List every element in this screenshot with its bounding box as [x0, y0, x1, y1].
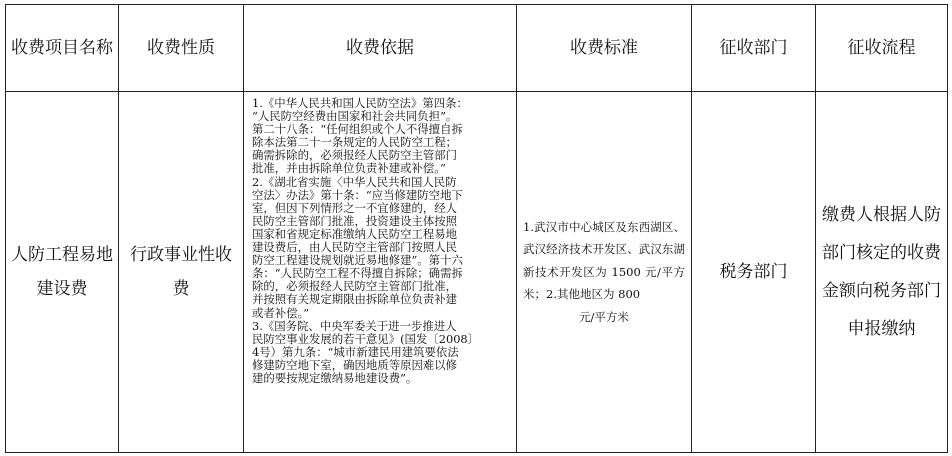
basis-line: 2.《湖北省实施〈中华人民共和国人民防 — [252, 174, 457, 189]
basis-line: 或者补偿。” — [252, 305, 310, 320]
header-item-name: 收费项目名称 — [6, 5, 119, 92]
basis-text — [244, 92, 516, 385]
header-standard: 收费标准 — [517, 5, 692, 92]
header-department: 征收部门 — [692, 5, 816, 92]
header-row — [6, 5, 948, 92]
header-basis: 收费依据 — [244, 5, 517, 92]
basis-line: “人民防空经费由国家和社会共同负担”。 — [252, 109, 458, 124]
basis-line: 1.《中华人民共和国人民防空法》第四条： — [252, 96, 468, 110]
basis-line: 民防空事业发展的若干意见》(国发〔2008〕 — [252, 331, 480, 346]
table-row — [6, 92, 948, 453]
header-process: 征收流程 — [816, 5, 948, 92]
basis-line: 国家和省规定标准缴纳人民防空工程易地 — [252, 226, 458, 241]
basis-line: 并按照有关规定期限由拆除单位负责补建 — [252, 292, 458, 307]
cell-process: 缴费人根据人防部门核定的收费金额向税务部门申报缴纳 — [816, 92, 948, 453]
basis-line: 除的，必须报经人民防空主管部门批准， — [252, 279, 458, 294]
cell-nature: 行政事业性收费 — [119, 92, 244, 453]
cell-item-name: 人防工程易地建设费 — [6, 92, 119, 453]
fee-table — [5, 4, 948, 453]
basis-line: 防空工程建设规划就近易地修建”。第十六 — [252, 253, 463, 268]
basis-line: 建的要按规定缴纳易地建设费”。 — [252, 370, 418, 385]
basis-line: 确需拆除的，必须报经人民防空主管部门 — [252, 148, 458, 163]
standard-text: 1.武汉市中心城区及东西湖区、武汉经济技术开发区、武汉东湖新技术开发区为 1500 元/平方米；2.其他地区为 800 元/平方米 — [523, 219, 685, 324]
cell-department: 税务部门 — [692, 92, 816, 453]
basis-line: 批准，并由拆除单位负责补建或补偿。” — [252, 161, 446, 176]
basis-line: 除本法第二十一条规定的人民防空工程； — [252, 135, 458, 150]
basis-line: 第二十八条：“任何组织或个人不得擅自拆 — [252, 122, 463, 137]
basis-line: 3.《国务院、中央军委关于进一步推进人 — [252, 318, 457, 333]
cell-basis — [244, 92, 517, 453]
basis-line: 空法〉办法》第十条：“应当修建防空地下 — [252, 187, 463, 202]
basis-line: 修建防空地下室，确因地质等原因难以修 — [252, 357, 458, 372]
basis-line: 民防空主管部门批准，投资建设主体按照 — [252, 213, 458, 228]
cell-standard — [517, 92, 692, 453]
basis-line: 4号）第九条：“城市新建民用建筑要依法 — [252, 344, 459, 359]
basis-line: 室，但因下列情形之一不宜修建的，经人 — [252, 200, 458, 215]
basis-line: 条：“人民防空工程不得擅自拆除；确需拆 — [252, 266, 463, 281]
basis-line: 建设费后，由人民防空主管部门按照人民 — [252, 240, 458, 255]
header-nature: 收费性质 — [119, 5, 244, 92]
